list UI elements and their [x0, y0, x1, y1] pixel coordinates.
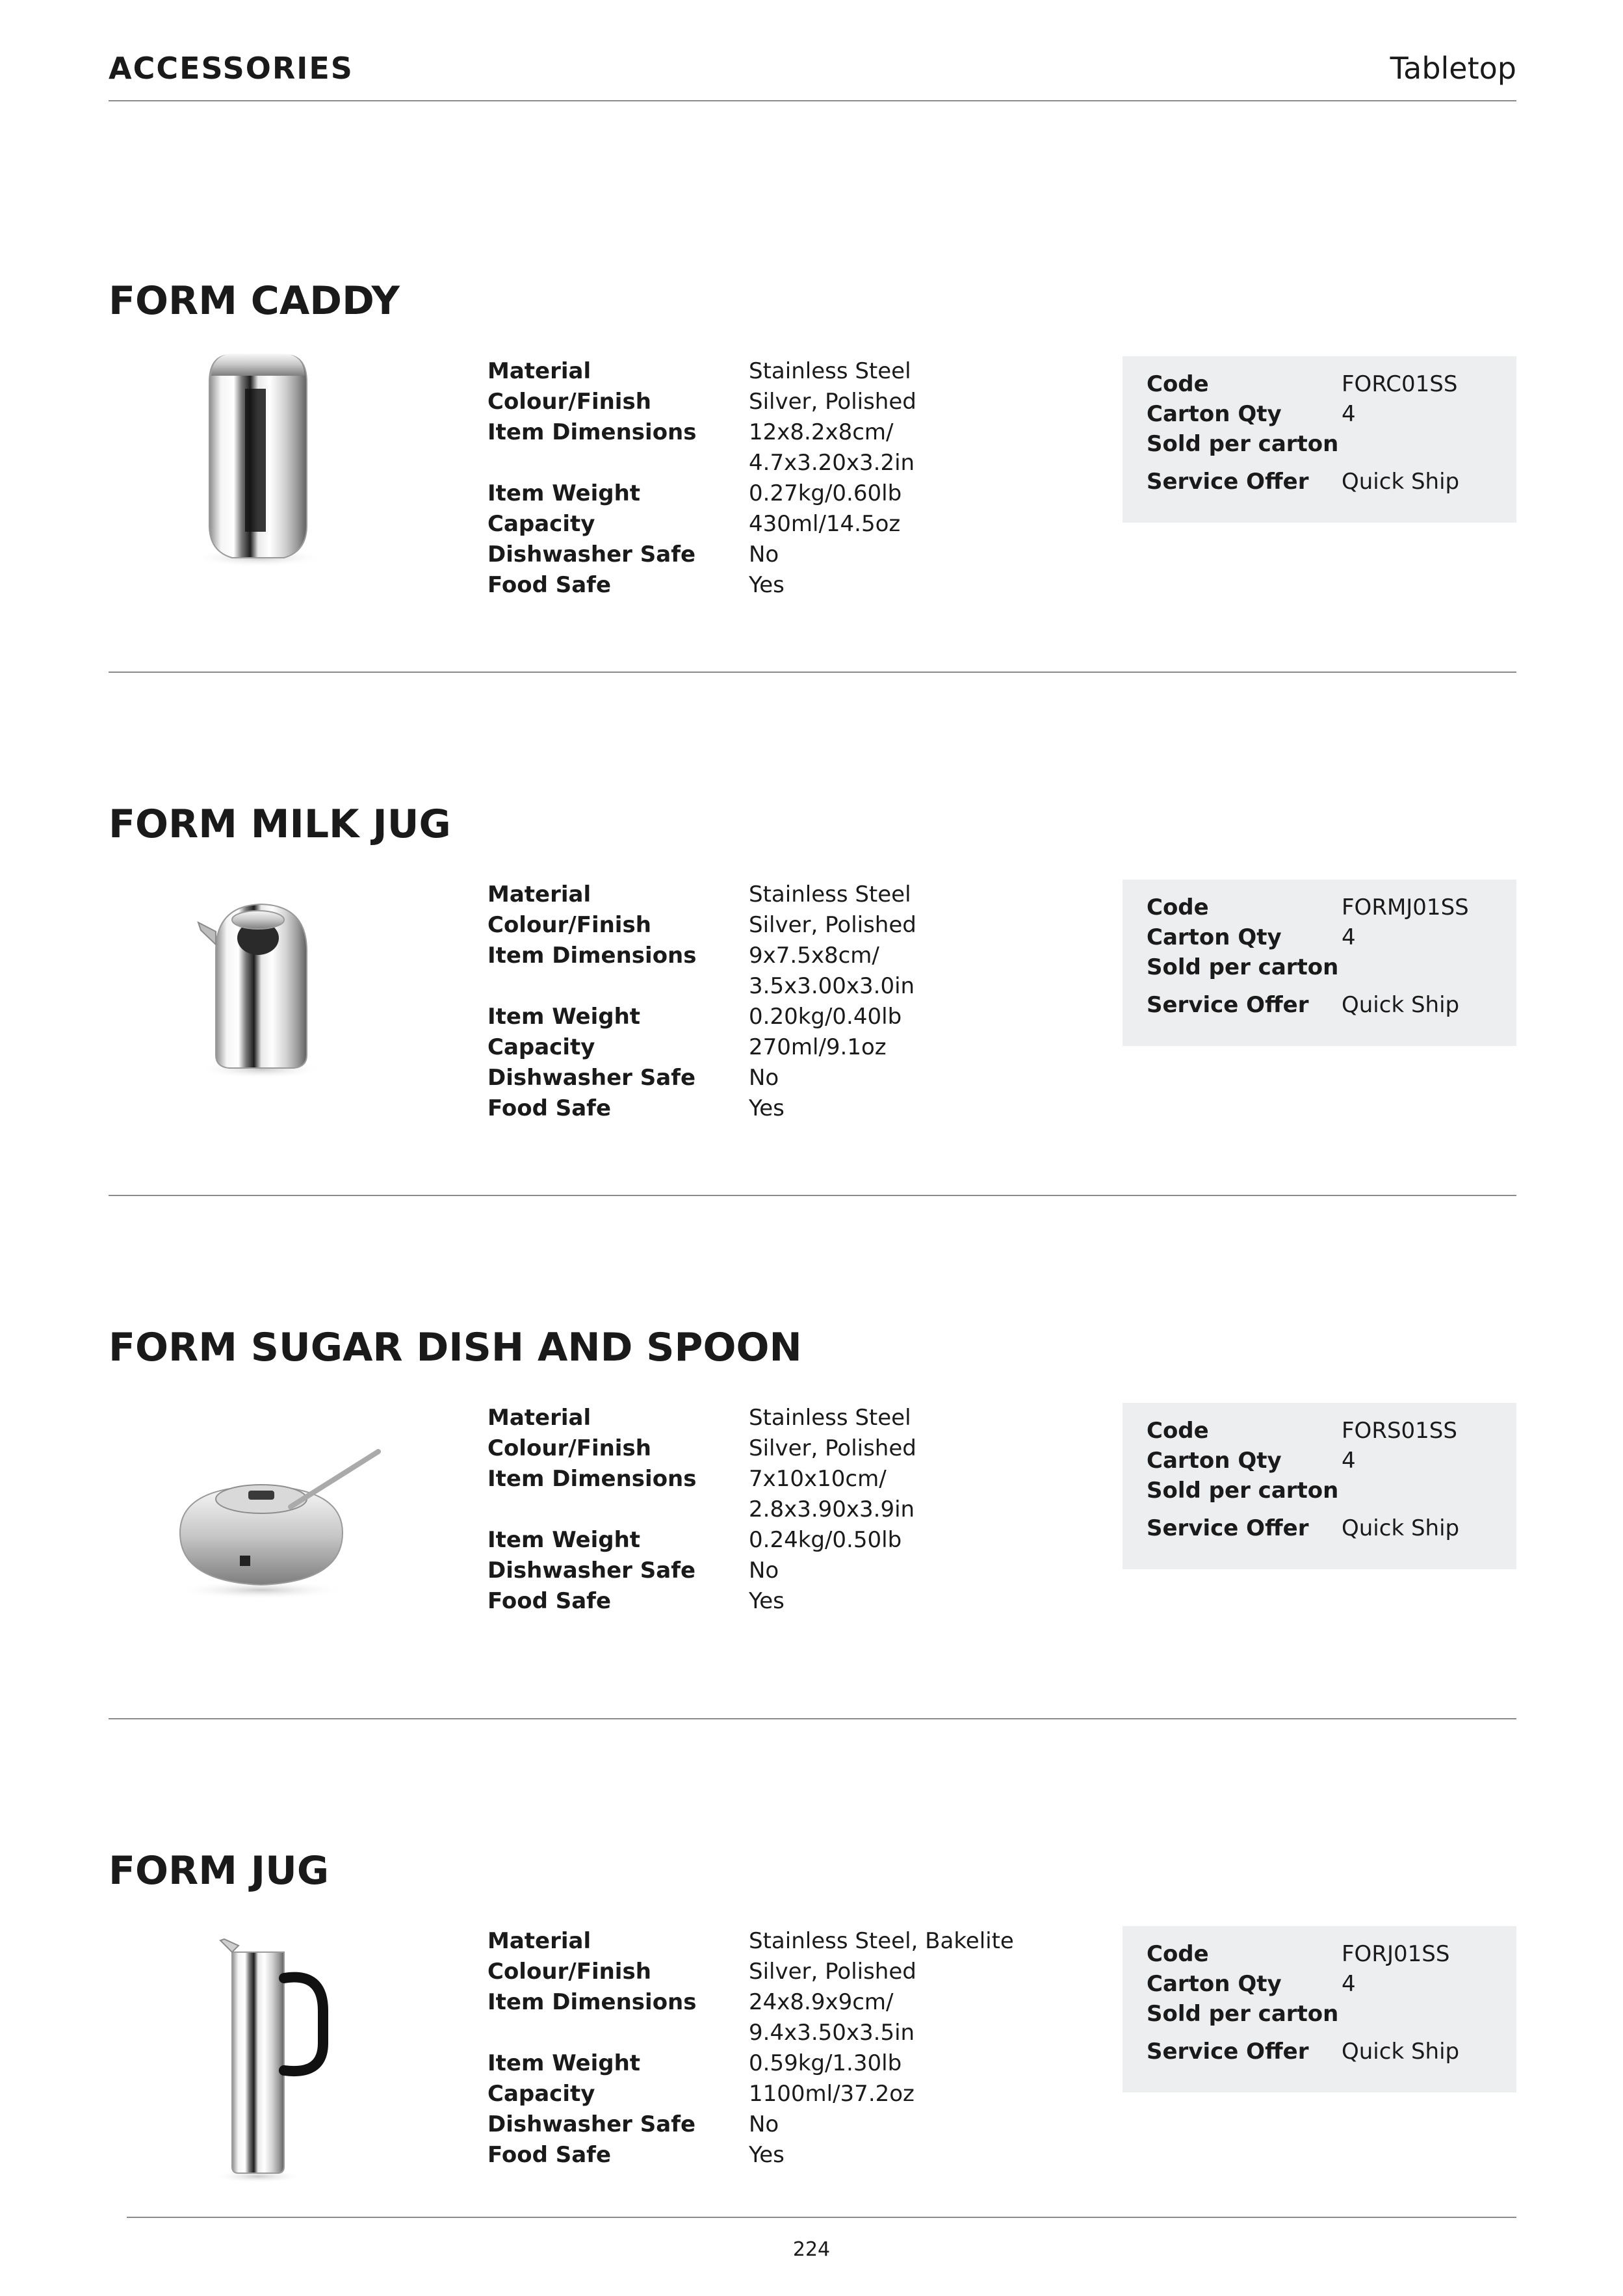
spec-row-weight — [487, 1525, 1072, 1556]
info-label: Service Offer — [1147, 1515, 1309, 1541]
carton-qty: 4 — [1342, 401, 1356, 427]
spec-label: Material — [487, 1405, 591, 1431]
info-row-sold — [1147, 1999, 1503, 2029]
spec-value: 0.59kg/1.30lb — [749, 2050, 902, 2076]
spec-value: Stainless Steel — [749, 358, 911, 384]
spec-label: Food Safe — [487, 2142, 612, 2168]
spec-row-capacity — [487, 509, 1072, 540]
spec-label: Item Weight — [487, 1004, 641, 1030]
spec-list — [487, 356, 1072, 601]
info-label: Code — [1147, 1941, 1209, 1967]
info-label: Sold per carton — [1147, 1478, 1339, 1504]
spec-row-dishwasher — [487, 2109, 1072, 2140]
info-label: Sold per carton — [1147, 431, 1339, 457]
spec-label: Material — [487, 358, 591, 384]
spec-row-dimensions — [487, 1987, 1072, 2048]
info-label: Carton Qty — [1147, 924, 1282, 950]
spec-row-colour — [487, 1433, 1072, 1464]
info-row-carton — [1147, 399, 1503, 429]
spec-value: No — [749, 2111, 779, 2137]
spec-value: No — [749, 541, 779, 567]
spec-list — [487, 1403, 1072, 1617]
spec-label: Colour/Finish — [487, 912, 651, 938]
spec-list — [487, 1926, 1072, 2171]
spec-row-food-safe — [487, 1586, 1072, 1617]
spec-row-dishwasher — [487, 1063, 1072, 1093]
spec-value: Yes — [749, 1588, 785, 1614]
info-row-sold — [1147, 1476, 1503, 1506]
info-label: Code — [1147, 1418, 1209, 1444]
service-offer: Quick Ship — [1342, 1515, 1460, 1541]
spec-row-capacity — [487, 1032, 1072, 1063]
info-row-service — [1147, 2037, 1503, 2067]
page-header — [109, 46, 1516, 101]
service-offer: Quick Ship — [1342, 992, 1460, 1018]
spec-value: Stainless Steel, Bakelite — [749, 1928, 1014, 1954]
info-row-sold — [1147, 952, 1503, 982]
product-title: FORM MILK JUG — [109, 802, 451, 847]
spec-value: 24x8.9x9cm/ 9.4x3.50x3.5in — [749, 1989, 915, 2046]
spec-row-material — [487, 880, 1072, 910]
info-label: Service Offer — [1147, 2039, 1309, 2065]
spec-row-colour — [487, 387, 1072, 417]
service-offer: Quick Ship — [1342, 2039, 1460, 2065]
product-form-milk-jug — [109, 672, 1516, 1196]
order-info-box — [1123, 880, 1516, 1046]
spec-row-colour — [487, 1957, 1072, 1987]
info-label: Carton Qty — [1147, 1971, 1282, 1997]
page-number: 224 — [792, 2238, 831, 2261]
spec-label: Item Dimensions — [487, 1989, 697, 2015]
spec-value: Yes — [749, 2142, 785, 2168]
spec-label: Food Safe — [487, 1095, 612, 1121]
carton-qty: 4 — [1342, 924, 1356, 950]
info-row-service — [1147, 1513, 1503, 1543]
info-label: Sold per carton — [1147, 954, 1339, 980]
spec-label: Dishwasher Safe — [487, 2111, 696, 2137]
spec-label: Item Dimensions — [487, 943, 697, 969]
info-row-code — [1147, 1416, 1503, 1446]
spec-label: Colour/Finish — [487, 1435, 651, 1461]
spec-row-material — [487, 1403, 1072, 1433]
spec-row-food-safe — [487, 2140, 1072, 2171]
spec-row-capacity — [487, 2079, 1072, 2109]
info-row-code — [1147, 1939, 1503, 1969]
info-label: Service Offer — [1147, 992, 1309, 1018]
sugar-dish-image — [135, 1383, 408, 1630]
spec-label: Item Dimensions — [487, 419, 697, 445]
info-row-code — [1147, 893, 1503, 922]
product-form-jug — [109, 1718, 1516, 2241]
spec-row-weight — [487, 1002, 1072, 1032]
info-row-service — [1147, 467, 1503, 497]
info-row-carton — [1147, 922, 1503, 952]
product-code: FORMJ01SS — [1342, 894, 1469, 920]
info-label: Carton Qty — [1147, 1448, 1282, 1474]
product-title: FORM SUGAR DISH AND SPOON — [109, 1325, 802, 1370]
info-label: Code — [1147, 894, 1209, 920]
spec-value: 12x8.2x8cm/ 4.7x3.20x3.2in — [749, 419, 915, 476]
spec-value: 1100ml/37.2oz — [749, 2081, 915, 2107]
spec-row-dishwasher — [487, 1556, 1072, 1586]
spec-value: No — [749, 1065, 779, 1091]
milk-jug-image — [148, 860, 369, 1107]
spec-value: Yes — [749, 1095, 785, 1121]
carton-qty: 4 — [1342, 1448, 1356, 1474]
spec-value: Silver, Polished — [749, 912, 916, 938]
spec-value: Silver, Polished — [749, 1959, 916, 1985]
product-code: FORJ01SS — [1342, 1941, 1450, 1967]
product-title: FORM JUG — [109, 1848, 330, 1894]
caddy-image — [148, 337, 369, 584]
spec-label: Food Safe — [487, 572, 612, 598]
order-info-box — [1123, 1403, 1516, 1569]
info-row-carton — [1147, 1446, 1503, 1476]
product-form-sugar-dish — [109, 1195, 1516, 1719]
spec-row-dishwasher — [487, 540, 1072, 570]
spec-value: 0.24kg/0.50lb — [749, 1527, 902, 1553]
spec-label: Food Safe — [487, 1588, 612, 1614]
spec-label: Dishwasher Safe — [487, 1558, 696, 1584]
footer-divider — [127, 2217, 1516, 2218]
order-info-box — [1123, 1926, 1516, 2093]
category-title: ACCESSORIES — [109, 51, 354, 86]
spec-label: Capacity — [487, 1034, 595, 1060]
spec-label: Capacity — [487, 2081, 595, 2107]
spec-label: Item Weight — [487, 2050, 641, 2076]
product-title: FORM CADDY — [109, 278, 400, 324]
spec-list — [487, 880, 1072, 1124]
spec-value: 430ml/14.5oz — [749, 511, 901, 537]
info-row-sold — [1147, 429, 1503, 459]
spec-value: 7x10x10cm/ 2.8x3.90x3.9in — [749, 1466, 915, 1522]
spec-row-dimensions — [487, 941, 1072, 1002]
spec-value: Yes — [749, 572, 785, 598]
spec-value: 270ml/9.1oz — [749, 1034, 887, 1060]
spec-value: 0.20kg/0.40lb — [749, 1004, 902, 1030]
spec-value: 9x7.5x8cm/ 3.5x3.00x3.0in — [749, 943, 915, 999]
spec-label: Item Weight — [487, 1527, 641, 1553]
spec-row-dimensions — [487, 417, 1072, 478]
info-row-carton — [1147, 1969, 1503, 1999]
spec-value: Silver, Polished — [749, 1435, 916, 1461]
spec-row-food-safe — [487, 570, 1072, 601]
info-label: Sold per carton — [1147, 2001, 1339, 2027]
spec-value: Silver, Polished — [749, 389, 916, 415]
spec-label: Item Dimensions — [487, 1466, 697, 1492]
spec-row-weight — [487, 478, 1072, 509]
spec-label: Material — [487, 1928, 591, 1954]
spec-label: Colour/Finish — [487, 389, 651, 415]
product-form-caddy — [109, 148, 1516, 673]
section-title: Tabletop — [1390, 51, 1516, 86]
carton-qty: 4 — [1342, 1971, 1356, 1997]
spec-row-material — [487, 356, 1072, 387]
info-label: Carton Qty — [1147, 401, 1282, 427]
product-code: FORS01SS — [1342, 1418, 1457, 1444]
spec-row-dimensions — [487, 1464, 1072, 1525]
spec-label: Material — [487, 881, 591, 907]
spec-value: Stainless Steel — [749, 1405, 911, 1431]
spec-value: No — [749, 1558, 779, 1584]
spec-row-weight — [487, 2048, 1072, 2079]
spec-label: Item Weight — [487, 480, 641, 506]
spec-row-food-safe — [487, 1093, 1072, 1124]
order-info-box — [1123, 356, 1516, 523]
spec-row-colour — [487, 910, 1072, 941]
spec-label: Colour/Finish — [487, 1959, 651, 1985]
info-label: Service Offer — [1147, 469, 1309, 495]
spec-label: Capacity — [487, 511, 595, 537]
product-code: FORC01SS — [1342, 371, 1458, 397]
spec-row-material — [487, 1926, 1072, 1957]
jug-image — [148, 1900, 369, 2186]
info-row-service — [1147, 990, 1503, 1020]
spec-label: Dishwasher Safe — [487, 541, 696, 567]
spec-value: Stainless Steel — [749, 881, 911, 907]
spec-value: 0.27kg/0.60lb — [749, 480, 902, 506]
info-row-code — [1147, 369, 1503, 399]
service-offer: Quick Ship — [1342, 469, 1460, 495]
info-label: Code — [1147, 371, 1209, 397]
spec-label: Dishwasher Safe — [487, 1065, 696, 1091]
